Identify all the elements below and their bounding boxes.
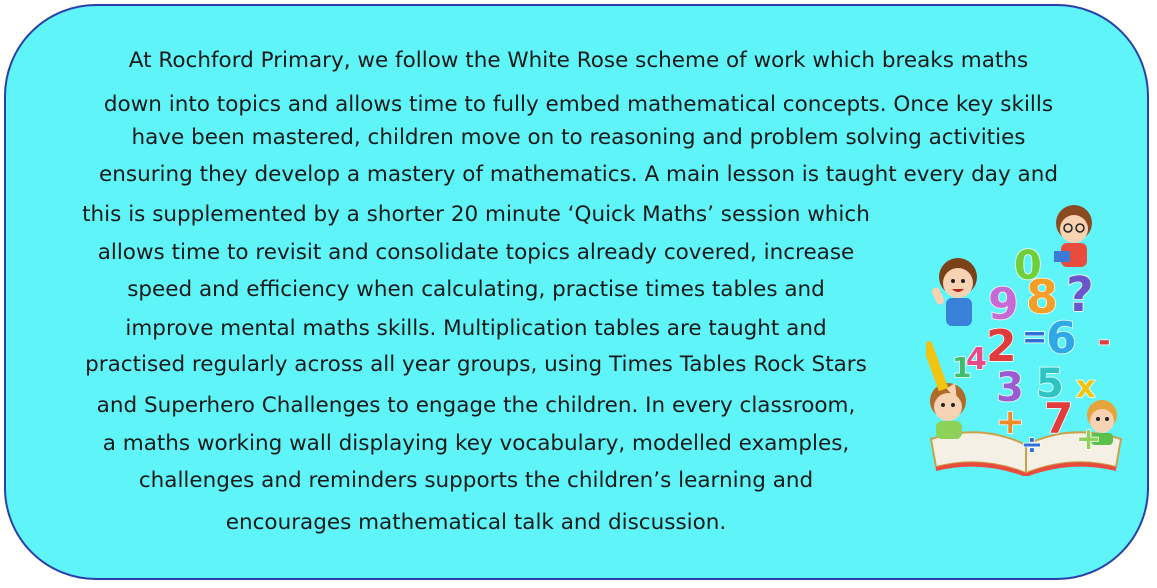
boy-waving-icon xyxy=(931,258,977,326)
digit-9-glyph: 9 xyxy=(988,279,1019,330)
digit-4-glyph: 4 xyxy=(966,342,987,377)
paragraph-line-7: speed and efficiency when calculating, practise times tables and xyxy=(127,277,825,302)
digit-3-glyph: 3 xyxy=(996,365,1024,411)
digit-2-glyph: 2 xyxy=(986,321,1017,372)
paragraph-line-1: At Rochford Primary, we follow the White Rose scheme of work which breaks maths xyxy=(128,48,1029,73)
digit-0-glyph: 0 xyxy=(1014,243,1042,289)
digit-8-glyph: 8 xyxy=(1026,270,1059,324)
paragraph-line-4: ensuring they develop a mastery of mathematics. A main lesson is taught every day and xyxy=(99,162,1058,187)
times-glyph: x xyxy=(1076,370,1096,405)
paragraph-line-13: encourages mathematical talk and discussion. xyxy=(225,510,727,535)
minus-glyph: - xyxy=(1098,324,1111,359)
divide-glyph: ÷ xyxy=(1021,430,1043,460)
paragraph-line-2: down into topics and allows time to fully embed mathematical concepts. Once key skills xyxy=(103,92,1054,117)
girl-pointing-icon xyxy=(930,383,966,439)
paragraph-line-6: allows time to revisit and consolidate topics already covered, increase xyxy=(97,240,855,265)
digit-6-glyph: 6 xyxy=(1046,313,1077,364)
digit-1-glyph: 1 xyxy=(952,351,972,384)
digit-7-glyph: 7 xyxy=(1044,394,1074,443)
paragraph-line-9: practised regularly across all year groups, using Times Tables Rock Stars xyxy=(85,352,867,377)
girl-with-glasses-icon xyxy=(1054,205,1092,267)
children-with-numbers-book-illustration xyxy=(926,201,1126,476)
paragraph-line-8: improve mental maths skills. Multiplication tables are taught and xyxy=(125,316,827,341)
question-mark-glyph: ? xyxy=(1066,267,1094,323)
maths-info-panel xyxy=(4,4,1149,580)
equals-glyph: = xyxy=(1022,320,1048,355)
plus-glyph-1: + xyxy=(996,402,1025,442)
paragraph-line-12: challenges and reminders supports the children’s learning and xyxy=(138,468,814,493)
paragraph-line-5: this is supplemented by a shorter 20 minute ‘Quick Maths’ session which xyxy=(82,202,870,227)
paragraph-line-3: have been mastered, children move on to reasoning and problem solving activities xyxy=(131,125,1026,150)
paragraph-line-11: a maths working wall displaying key vocabulary, modelled examples, xyxy=(102,431,850,456)
plus-glyph-2: + xyxy=(1076,422,1102,457)
digit-5-glyph: 5 xyxy=(1036,361,1064,407)
paragraph-line-10: and Superhero Challenges to engage the children. In every classroom, xyxy=(96,393,856,418)
